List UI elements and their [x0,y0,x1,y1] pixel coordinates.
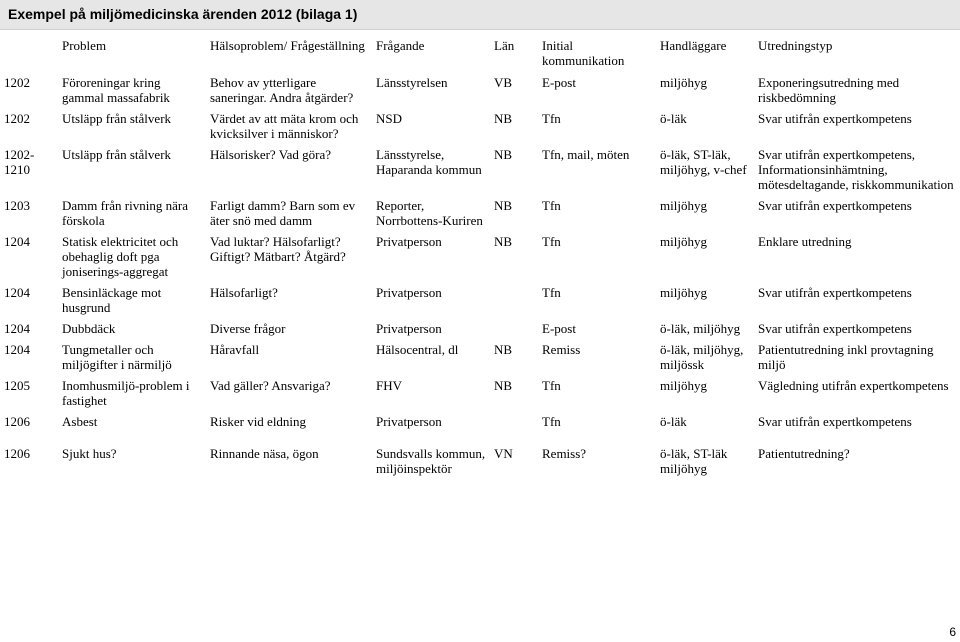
cell-health-issue: Diverse frågor [210,321,286,336]
cell-investigation-type: Svar utifrån expertkompetens [758,414,912,429]
cell-investigation-type: Exponeringsutredning med riskbedömning [758,75,900,105]
cell-problem: Utsläpp från stålverk [62,147,172,162]
cell-asker: Reporter, Norrbottens-Kuriren [376,198,483,228]
cell-problem: Statisk elektricitet och obehaglig doft pga joniserings-aggregat [62,234,179,279]
header-county: Län [494,38,515,53]
table-row [0,282,960,318]
cell-county [490,282,538,318]
cell-date: 1203 [4,198,30,213]
cell-handler: miljöhyg [660,198,707,213]
cell-initial-communication: Tfn [542,285,561,300]
cell-investigation-type: Svar utifrån expertkompetens [758,321,912,336]
cell-initial-communication: Remiss? [542,446,587,461]
cell-investigation-type: Patientutredning inkl provtagning miljö [758,342,934,372]
cell-initial-communication: E-post [542,75,576,90]
cell-date: 1202 [4,111,30,126]
cell-initial-communication: Tfn, mail, möten [542,147,630,162]
table-row [0,195,960,231]
document-title: Exempel på miljömedicinska ärenden 2012 (bilaga 1) [0,0,960,30]
cell-county: NB [494,342,513,357]
cell-asker: Privatperson [376,285,442,300]
cell-handler: ö-läk [660,414,687,429]
cell-county: NB [494,234,513,249]
cell-date: 1206 [4,414,30,429]
header-initial-communication: Initial kommunikation [542,38,625,68]
cell-date: 1204 [4,342,30,357]
table-row [0,231,960,282]
cell-investigation-type: Svar utifrån expertkompetens [758,198,912,213]
cell-health-issue: Vad luktar? Hälsofarligt? Giftigt? Mätbart? Åtgärd? [210,234,346,264]
header-health-issue: Hälsoproblem/ Frågeställning [210,38,365,53]
cell-date: 1202 [4,75,30,90]
cell-date: 1204 [4,321,30,336]
cell-date: 1202-1210 [4,147,35,177]
header-date [0,31,58,72]
cell-handler: ö-läk, miljöhyg, miljössk [660,342,744,372]
cell-county: NB [494,147,513,162]
cell-asker: Hälsocentral, dl [376,342,459,357]
cell-asker: Privatperson [376,321,442,336]
cell-asker: Privatperson [376,234,442,249]
cell-health-issue: Håravfall [210,342,260,357]
cell-initial-communication: Tfn [542,378,561,393]
table-row [0,443,960,479]
cell-problem: Inomhusmiljö-problem i fastighet [62,378,190,408]
cell-handler: miljöhyg [660,234,707,249]
cell-health-issue: Värdet av att mäta krom och kvicksilver i människor? [210,111,359,141]
cell-investigation-type: Patientutredning? [758,446,850,461]
cell-problem: Damm från rivning nära förskola [62,198,188,228]
table-row [0,411,960,443]
cell-initial-communication: Tfn [542,414,561,429]
cell-asker: Sundsvalls kommun, miljöinspektör [376,446,486,476]
table-row [0,375,960,411]
cell-investigation-type: Svar utifrån expertkompetens, Informationsinhämtning, mötesdeltagande, riskkommunikation [758,147,954,192]
table-row [0,144,960,195]
cell-handler: ö-läk, miljöhyg [660,321,741,336]
table-row [0,72,960,108]
cell-date: 1205 [4,378,30,393]
cell-investigation-type: Svar utifrån expertkompetens [758,285,912,300]
table-body [0,31,960,479]
cell-problem: Dubbdäck [62,321,116,336]
cell-initial-communication: Remiss [542,342,581,357]
cell-asker: NSD [376,111,403,126]
cell-investigation-type: Vägledning utifrån expertkompetens [758,378,949,393]
cases-table [0,31,960,479]
cell-handler: ö-läk [660,111,687,126]
cell-asker: Länsstyrelse, Haparanda kommun [376,147,482,177]
cell-initial-communication: Tfn [542,234,561,249]
cell-health-issue: Rinnande näsa, ögon [210,446,319,461]
cell-investigation-type: Enklare utredning [758,234,852,249]
cell-problem: Sjukt hus? [62,446,117,461]
cell-asker: Länsstyrelsen [376,75,448,90]
cell-health-issue: Vad gäller? Ansvariga? [210,378,331,393]
cell-health-issue: Farligt damm? Barn som ev äter snö med damm [210,198,356,228]
cell-county: NB [494,198,513,213]
cell-handler: ö-läk, ST-läk miljöhyg [660,446,728,476]
cell-date: 1204 [4,285,30,300]
cell-health-issue: Hälsorisker? Vad göra? [210,147,332,162]
header-problem: Problem [62,38,107,53]
cell-health-issue: Risker vid eldning [210,414,307,429]
cell-handler: miljöhyg [660,285,707,300]
cell-initial-communication: Tfn [542,111,561,126]
table-header-row [0,31,960,72]
page-number: 6 [949,625,956,639]
cell-county: NB [494,111,513,126]
cell-asker: Privatperson [376,414,442,429]
cell-county [490,411,538,443]
cell-health-issue: Behov av ytterligare saneringar. Andra åtgärder? [210,75,354,105]
cell-problem: Tungmetaller och miljögifter i närmiljö [62,342,172,372]
cell-handler: ö-läk, ST-läk, miljöhyg, v-chef [660,147,747,177]
table-row [0,339,960,375]
cell-problem: Utsläpp från stålverk [62,111,172,126]
cell-problem: Föroreningar kring gammal massafabrik [62,75,170,105]
table-row [0,318,960,339]
cell-investigation-type: Svar utifrån expertkompetens [758,111,912,126]
cell-county: VN [494,446,513,461]
cell-problem: Bensinläckage mot husgrund [62,285,162,315]
header-asker: Frågande [376,38,425,53]
header-investigation-type: Utredningstyp [758,38,833,53]
cell-initial-communication: Tfn [542,198,561,213]
cell-handler: miljöhyg [660,75,707,90]
cell-problem: Asbest [62,414,98,429]
cell-date: 1204 [4,234,30,249]
cell-county: VB [494,75,513,90]
cell-date: 1206 [4,446,30,461]
cell-asker: FHV [376,378,403,393]
header-handler: Handläggare [660,38,727,53]
cell-county [490,318,538,339]
cell-county: NB [494,378,513,393]
cell-handler: miljöhyg [660,378,707,393]
cell-health-issue: Hälsofarligt? [210,285,278,300]
cell-initial-communication: E-post [542,321,576,336]
table-row [0,108,960,144]
cases-table-container [0,31,960,479]
